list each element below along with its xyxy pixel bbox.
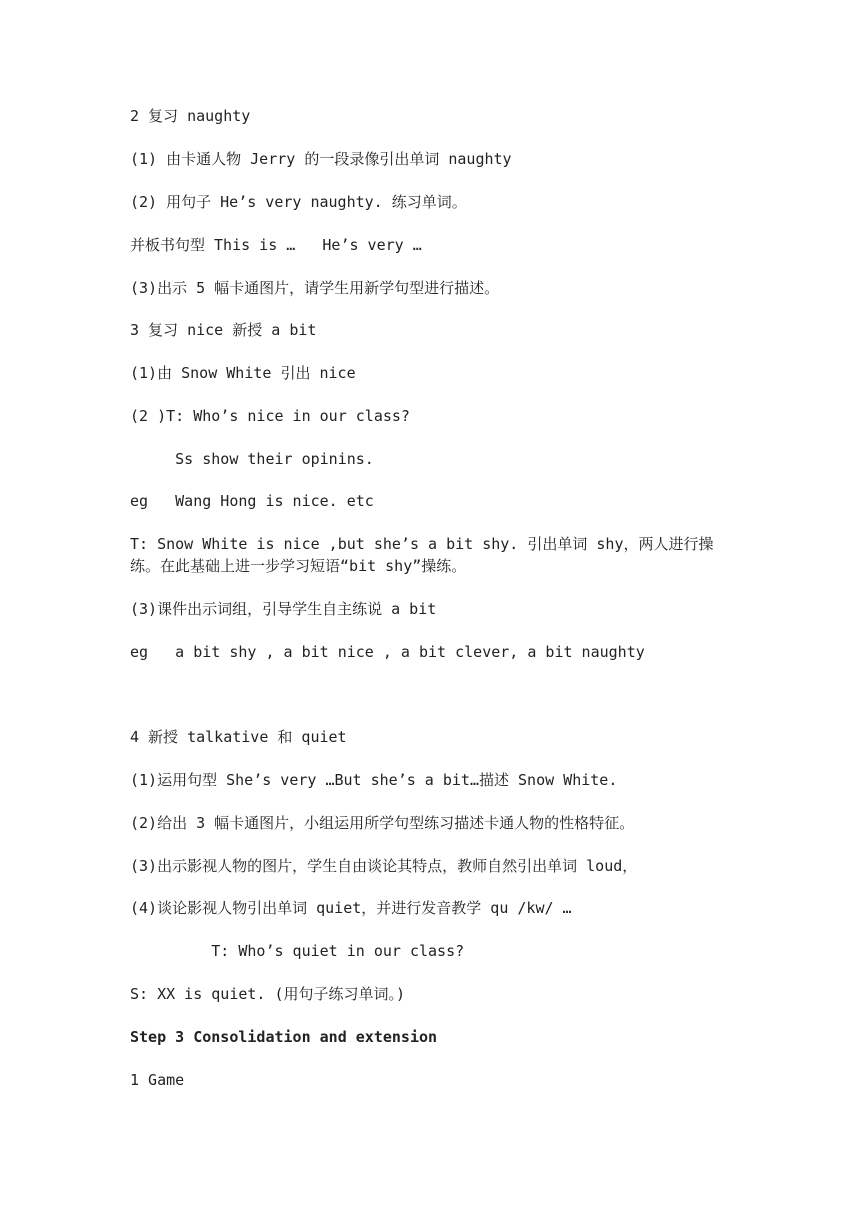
text-line: (3)课件出示词组，引导学生自主练说 a bit — [130, 600, 437, 618]
text-line: (2)给出 3 幅卡通图片，小组运用所学句型练习描述卡通人物的性格特征。 — [130, 814, 635, 832]
text-line: (1)运用句型 She’s very …But she’s a bit…描述 Snow White. — [130, 771, 618, 789]
text-line: S: XX is quiet. (用句子练习单词。) — [130, 985, 406, 1003]
text-line: 1 Game — [130, 1071, 185, 1089]
text-line: eg Wang Hong is nice. etc — [130, 492, 374, 510]
text-line: (4)谈论影视人物引出单词 quiet，并进行发音教学 qu /kw/ … — [130, 899, 572, 917]
text-line: eg a bit shy , a bit nice , a bit clever, a bit naughty — [130, 643, 645, 661]
section-heading-talkative-quiet: 4 新授 talkative 和 quiet — [130, 728, 347, 746]
text-line: T: Who’s quiet in our class? — [130, 942, 465, 960]
text-line: (3)出示 5 幅卡通图片，请学生用新学句型进行描述。 — [130, 279, 500, 297]
paragraph-snow-white: T: Snow White is nice ,but she’s a bit shy. 引出单词 shy，两人进行操练。在此基础上进一步学习短语“bit shy”操练。 — [130, 535, 714, 575]
text-line: Ss show their opinins. — [130, 450, 374, 468]
text-line: (1)由 Snow White 引出 nice — [130, 364, 356, 382]
text-line: (2) 用句子 He’s very naughty. 练习单词。 — [130, 193, 467, 211]
section-heading-review-naughty: 2 复习 naughty — [130, 107, 251, 125]
text-line: (2 )T: Who’s nice in our class? — [130, 407, 410, 425]
text-line: (1) 由卡通人物 Jerry 的一段录像引出单词 naughty — [130, 150, 512, 168]
text-line: (3)出示影视人物的图片，学生自由谈论其特点，教师自然引出单词 loud， — [130, 857, 638, 875]
text-line: 并板书句型 This is … He’s very … — [130, 236, 422, 254]
section-heading-review-nice: 3 复习 nice 新授 a bit — [130, 321, 317, 339]
step-heading: Step 3 Consolidation and extension — [130, 1028, 438, 1046]
